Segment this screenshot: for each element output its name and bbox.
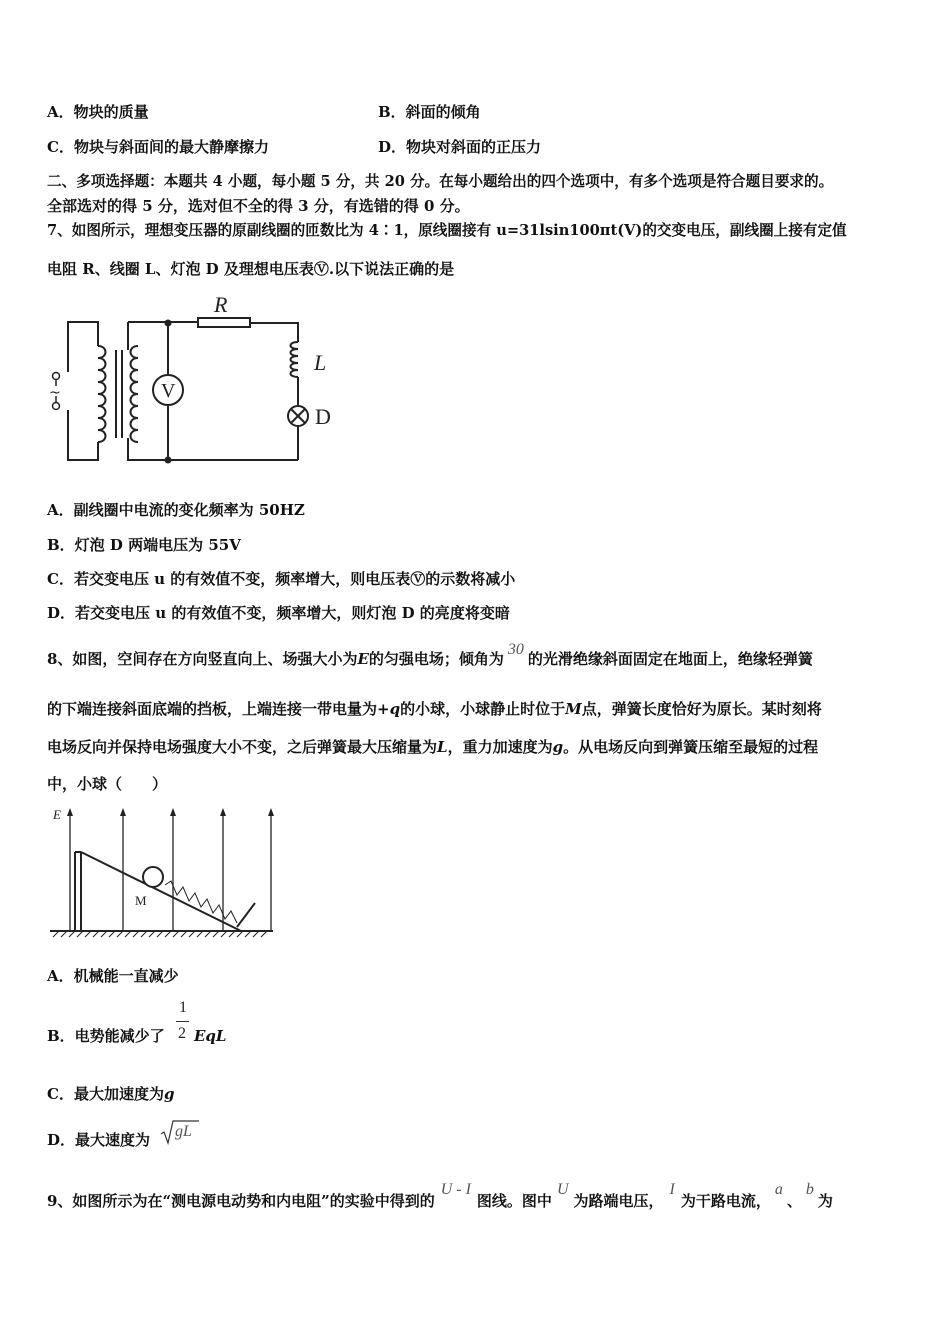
q9-stem: 9、如图所示为在“测电源电动势和内电阻”的实验中得到的U - I图线。图中U为路端电压，I为干路电流，a、b为 (47, 1181, 833, 1210)
sqrt-gl: gL (175, 1123, 192, 1140)
voltmeter-label: V (161, 380, 176, 402)
q7-stem-line1: 7、如图所示，理想变压器的原副线圈的匝数比为 4∶1，原线圈接有 u=31lsin100πt(V)的交变电压，副线圈上接有定值 (47, 222, 847, 239)
resistor-label: R (214, 292, 228, 317)
q8-option-d: D．最大速度为 (47, 1131, 151, 1149)
q7-option-d: D．若交变电压 u 的有效值不变，频率增大，则灯泡 D 的亮度将变暗 (47, 604, 510, 622)
q7-option-a: A．副线圈中电流的变化频率为 50HZ (47, 501, 305, 519)
i-symbol: I (669, 1181, 675, 1198)
u-symbol: U (556, 1181, 569, 1198)
q8-option-c: C．最大加速度为g (47, 1085, 175, 1103)
q7-option-b: B．灯泡 D 两端电压为 55V (47, 536, 241, 554)
incline-spring-figure (45, 805, 285, 945)
point-m-label: M (135, 893, 147, 908)
section2-line1: 二、多项选择题：本题共 4 小题，每小题 5 分，共 20 分。在每小题给出的四个选项中，有多个选项是符合题目要求的。 (47, 173, 834, 190)
q8-option-b: B．电势能减少了 (47, 1027, 165, 1045)
field-e-symbol: E (357, 650, 369, 668)
q8-stem-line3: 电场反向并保持电场强度大小不变，之后弹簧最大压缩量为L，重力加速度为g。从电场反向到弹簧压缩至最短的过程 (47, 738, 819, 756)
q8-stem-line1: 8、如图，空间存在方向竖直向上、场强大小为E的匀强电场；倾角为30的光滑绝缘斜面固定在地面上，绝缘轻弹簧 (47, 641, 813, 668)
section2-line2: 全部选对的得 5 分，选对但不全的得 3 分，有选错的得 0 分。 (47, 197, 470, 215)
q7-stem-line2: 电阻 R、线圈 L、灯泡 D 及理想电压表Ⓥ.以下说法正确的是 (47, 260, 455, 278)
q8-stem-line4: 中，小球（ ） (47, 775, 168, 793)
lamp-label: D (315, 404, 331, 429)
q7-option-c: C．若交变电压 u 的有效值不变，频率增大，则电压表Ⓥ的示数将减小 (47, 570, 516, 588)
u-i-symbol: U - I (440, 1181, 471, 1198)
field-e-label: E (53, 807, 61, 822)
inductor-label: L (314, 350, 327, 375)
transformer-circuit-figure (40, 290, 340, 475)
fraction-numerator: 1 (179, 999, 187, 1016)
q8-option-a: A．机械能一直减少 (47, 967, 179, 985)
fraction-denominator: 2 (178, 1025, 186, 1042)
eql-term: EqL (194, 1027, 227, 1045)
a-symbol: a (774, 1181, 783, 1198)
ac-source-symbol: ~ (49, 385, 61, 401)
q6-option-c: C．物块与斜面间的最大静摩擦力 (47, 138, 269, 156)
q6-option-d: D．物块对斜面的正压力 (378, 138, 542, 156)
q6-option-a: A．物块的质量 (47, 103, 149, 121)
q6-option-b: B．斜面的倾角 (378, 103, 481, 121)
angle-30: 30 (507, 641, 524, 658)
fraction-bar (176, 1021, 189, 1022)
q8-stem-line2: 的下端连接斜面底端的挡板，上端连接一带电量为+q的小球，小球静止时位于M点，弹簧长度恰好为原长。某时刻将 (47, 700, 822, 718)
b-symbol: b (805, 1181, 814, 1198)
